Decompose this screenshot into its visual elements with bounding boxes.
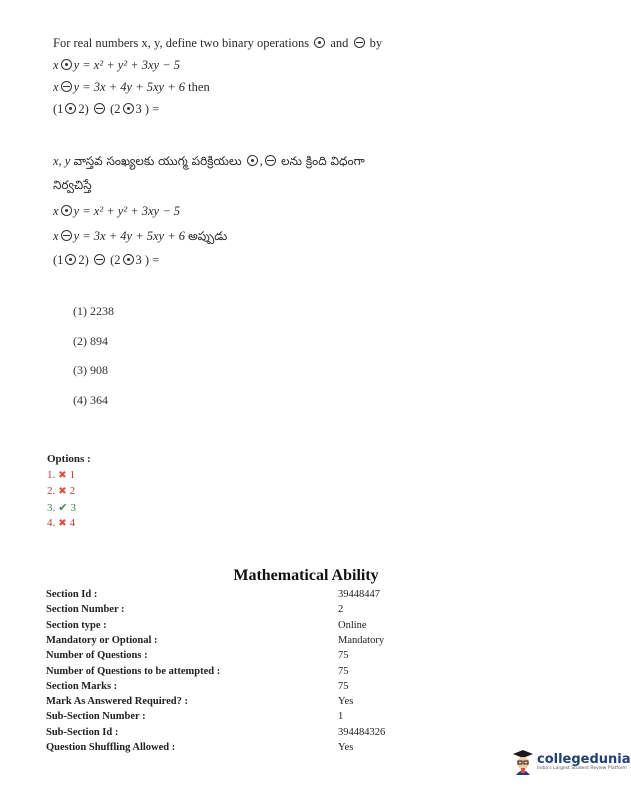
odot-operator-icon <box>61 205 72 216</box>
graduate-avatar-icon <box>512 749 534 775</box>
odot-operator-icon <box>65 254 76 265</box>
ominus-operator-icon <box>94 254 105 265</box>
logo-tagline: India's Largest Student Review Platform <box>537 766 627 771</box>
odot-operator-icon <box>123 103 134 114</box>
info-label: Section Number : <box>46 604 125 616</box>
info-value: 75 <box>338 650 349 662</box>
answer-choice: (4) 364 <box>73 393 108 407</box>
ominus-operator-icon <box>265 155 276 166</box>
info-label: Number of Questions : <box>46 650 148 662</box>
odot-operator-icon <box>247 155 258 166</box>
info-label: Section Id : <box>46 589 98 600</box>
info-label: Question Shuffling Allowed : <box>46 742 176 753</box>
option-item: 2. ✖ 2 <box>47 485 76 497</box>
info-value: 75 <box>338 680 349 692</box>
info-value: 75 <box>338 665 349 677</box>
cross-icon: ✖ <box>58 486 67 497</box>
question-en-line1: x y = x² + y² + 3xy − 5 <box>53 58 181 72</box>
info-label: Sub-Section Id : <box>46 726 119 738</box>
odot-operator-icon <box>61 59 72 70</box>
section-title: Mathematical Ability <box>233 567 379 584</box>
question-te-line2: x y = 3x + 4y + 5xy + 6 అప్పుడు <box>53 229 228 243</box>
cross-icon: ✖ <box>58 470 67 481</box>
info-label: Mark As Answered Required? : <box>46 696 188 708</box>
logo-name: collegedunia <box>537 752 631 767</box>
info-label: Sub-Section Number : <box>46 711 146 723</box>
question-te-line3: (1 2) (2 3 ) = <box>53 253 160 267</box>
info-value: 394484326 <box>338 726 386 738</box>
ominus-operator-icon <box>61 81 72 92</box>
option-item: 3. ✔ 3 <box>47 502 76 514</box>
info-value: Online <box>338 619 367 631</box>
info-value: Yes <box>338 696 354 708</box>
question-te-line1: x y = x² + y² + 3xy − 5 <box>53 204 181 218</box>
question-en-line2: x y = 3x + 4y + 5xy + 6 then <box>53 80 210 94</box>
odot-operator-icon <box>123 254 134 265</box>
option-item: 1. ✖ 1 <box>47 469 76 481</box>
info-label: Mandatory or Optional : <box>46 634 158 646</box>
ominus-operator-icon <box>61 230 72 241</box>
question-te-intro-line2: నిర్వచిస్తే <box>53 178 92 192</box>
odot-operator-icon <box>314 37 325 48</box>
options-title: Options : <box>47 453 91 465</box>
question-te-intro: x, y వాస్తవ సంఖ్యలకు యుగ్మ పరిక్రియలు , లను క్రింది విధంగా <box>53 154 365 168</box>
option-item: 4. ✖ 4 <box>47 517 76 529</box>
answer-choice: (2) 894 <box>73 334 108 348</box>
info-value: Mandatory <box>338 634 385 646</box>
info-label: Section type : <box>46 619 107 631</box>
info-label: Section Marks : <box>46 680 118 692</box>
answer-choice: (1) 2238 <box>73 304 114 318</box>
checkmark-icon: ✔ <box>58 502 68 514</box>
info-label: Number of Questions to be attempted : <box>46 665 221 677</box>
odot-operator-icon <box>65 103 76 114</box>
info-value: 2 <box>338 604 344 616</box>
question-en-line3: (1 2) (2 3 ) = <box>53 102 160 116</box>
answer-choice: (3) 908 <box>73 363 108 377</box>
question-en-intro: For real numbers x, y, define two binary operations and by <box>53 36 383 50</box>
info-value: 1 <box>338 711 344 723</box>
ominus-operator-icon <box>354 37 365 48</box>
cross-icon: ✖ <box>58 518 67 529</box>
info-value: Yes <box>338 742 354 753</box>
info-value: 39448447 <box>338 589 380 600</box>
ominus-operator-icon <box>94 103 105 114</box>
collegedunia-logo <box>512 749 631 775</box>
